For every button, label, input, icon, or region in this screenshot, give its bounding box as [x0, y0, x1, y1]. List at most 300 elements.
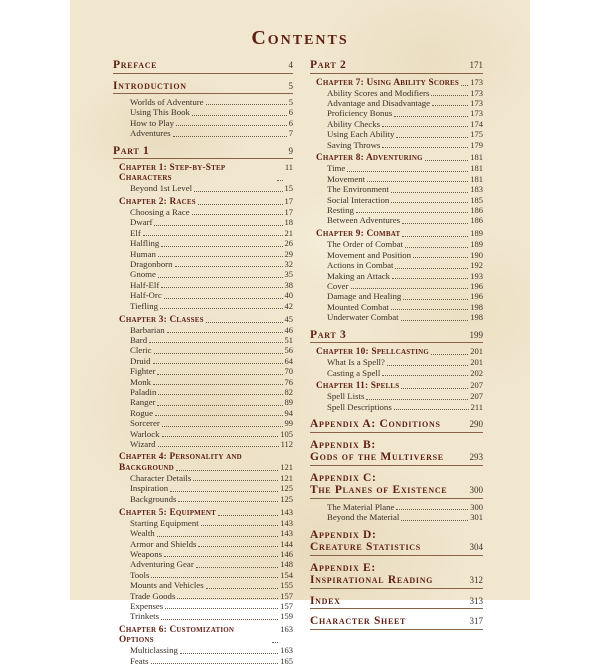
leader-dots	[192, 115, 287, 116]
entry-label: Movement	[327, 173, 366, 184]
toc-subentry	[327, 140, 483, 150]
page-number: 21	[284, 227, 293, 238]
leader-dots	[351, 288, 469, 289]
page-number: 40	[284, 290, 293, 301]
page-number: 196	[470, 281, 483, 291]
page-number: 35	[284, 269, 293, 280]
toc-chapter-heading	[316, 228, 483, 239]
entry-label: Expenses	[130, 600, 164, 611]
leader-dots	[154, 353, 283, 354]
page-number: 121	[280, 461, 293, 472]
entry-label: Damage and Healing	[327, 291, 402, 302]
leader-dots	[396, 509, 468, 510]
page-number: 189	[470, 239, 483, 250]
toc-subentry	[327, 129, 483, 139]
entry-label: Using Each Ability	[327, 129, 395, 140]
entry-label: Chapter 4: Personality and	[119, 451, 242, 462]
toc-subentry	[130, 559, 293, 569]
entry-label: Ability Scores and Modifiers	[327, 87, 430, 98]
leader-dots	[396, 137, 468, 138]
page-number: 9	[288, 145, 293, 156]
entry-label: The Order of Combat	[327, 239, 403, 250]
leader-dots	[394, 409, 469, 410]
entry-label: Advantage and Disadvantage	[327, 97, 431, 108]
entry-label: Ability Checks	[327, 118, 381, 129]
page-number: 163	[280, 624, 293, 635]
page-number: 146	[280, 548, 293, 559]
entry-label: Human	[130, 248, 156, 259]
entry-label: Part 3	[310, 328, 347, 341]
toc-subentry	[130, 97, 293, 107]
page-number: 125	[280, 483, 293, 494]
entry-label: Adventuring Gear	[130, 559, 194, 570]
toc-subentry	[327, 391, 483, 401]
leader-dots	[177, 598, 278, 599]
toc-subentry	[327, 184, 483, 194]
toc-chapter-heading	[119, 162, 293, 183]
toc-chapter-heading	[119, 196, 293, 207]
page-number: 7	[288, 128, 293, 139]
page-number: 99	[284, 418, 293, 429]
page-number: 198	[470, 301, 483, 312]
toc-subentry	[130, 387, 293, 397]
toc-subentry	[130, 439, 293, 449]
page-number: 185	[470, 194, 483, 205]
toc-chapter-heading	[316, 152, 483, 163]
page-number: 211	[470, 401, 483, 412]
leader-dots	[162, 426, 283, 427]
leader-dots	[158, 256, 283, 257]
leader-dots	[176, 470, 278, 471]
toc-subentry	[327, 368, 483, 378]
entry-label: Making an Attack	[327, 270, 391, 281]
toc-subentry	[130, 301, 293, 311]
toc-subentry	[327, 281, 483, 291]
page-number: 157	[280, 600, 293, 611]
toc-subentry	[130, 345, 293, 355]
entry-label: Tools	[130, 569, 150, 580]
page-number: 29	[284, 248, 293, 259]
entry-label: Casting a Spell	[327, 367, 381, 378]
leader-dots	[154, 225, 282, 226]
leader-dots	[347, 171, 468, 172]
page-number: 293	[469, 452, 483, 463]
page-number: 32	[284, 259, 293, 270]
entry-label: Social Interaction	[327, 194, 390, 205]
entry-label: Backgrounds	[130, 493, 177, 504]
entry-label: Index	[310, 594, 341, 607]
page-number: 64	[284, 355, 293, 366]
toc-subentry	[327, 402, 483, 412]
entry-label: Chapter 10: Spellcasting	[316, 347, 430, 358]
toc-subentry	[327, 357, 483, 367]
leader-dots	[158, 394, 282, 395]
toc-subentry	[130, 611, 293, 621]
page-number: 192	[470, 260, 483, 271]
toc-subentry	[130, 580, 293, 590]
page-number: 201	[470, 357, 483, 368]
leader-dots	[206, 104, 287, 105]
page-number: 6	[288, 117, 293, 128]
toc-subentry	[130, 549, 293, 559]
leader-dots	[161, 246, 282, 247]
entry-label: Dragonborn	[130, 259, 173, 270]
entry-label: Chapter 2: Races	[119, 197, 196, 208]
page-number: 5	[288, 80, 293, 91]
page-number: 304	[469, 542, 483, 553]
toc-subentry	[327, 291, 483, 301]
toc-subentry	[327, 119, 483, 129]
leader-dots	[413, 257, 468, 258]
entry-label: Chapter 3: Classes	[119, 314, 204, 325]
entry-label: Monk	[130, 376, 152, 387]
toc-subentry	[130, 356, 293, 366]
entry-label: Sorcerer	[130, 418, 160, 429]
entry-label: Wealth	[130, 528, 155, 539]
leader-dots	[431, 354, 468, 355]
toc-subentry	[327, 215, 483, 225]
page-number: 157	[280, 590, 293, 601]
leader-dots	[391, 309, 468, 310]
page-number: 6	[288, 107, 293, 118]
entry-label: What Is a Spell?	[327, 357, 385, 368]
leader-dots	[391, 202, 468, 203]
page-number: 174	[470, 118, 483, 129]
leader-dots	[382, 375, 468, 376]
entry-label: Barbarian	[130, 324, 165, 335]
leader-dots	[392, 278, 468, 279]
toc-column-left	[113, 59, 293, 666]
toc-chapter-heading	[119, 314, 293, 325]
leader-dots	[170, 491, 278, 492]
entry-label: Chapter 7: Using Ability Scores	[316, 77, 459, 88]
page-number: 290	[469, 419, 483, 430]
toc-chapter-heading	[119, 452, 293, 473]
entry-label: Introduction	[113, 79, 187, 92]
leader-dots	[277, 180, 283, 181]
toc-subentry	[327, 98, 483, 108]
leader-dots	[155, 415, 283, 416]
leader-dots	[153, 384, 282, 385]
leader-dots	[401, 320, 469, 321]
entry-label: Choosing a Race	[130, 207, 190, 218]
toc-part-heading	[310, 59, 483, 74]
entry-label: Spell Lists	[327, 391, 365, 402]
page-number: 207	[470, 380, 483, 391]
leader-dots	[425, 160, 469, 161]
leader-dots	[151, 577, 278, 578]
entry-label: Chapter 9: Combat	[316, 229, 401, 240]
page-number: 175	[470, 129, 483, 140]
page-number: 38	[284, 279, 293, 290]
page-number: 82	[284, 387, 293, 398]
entry-label: The Environment	[327, 184, 389, 195]
page-number: 144	[280, 538, 293, 549]
entry-label: Time	[327, 163, 346, 174]
page-number: 190	[470, 249, 483, 260]
leader-dots	[157, 405, 282, 406]
entry-label: Resting	[327, 205, 354, 216]
page-number: 171	[469, 60, 483, 70]
page-number: 312	[469, 575, 483, 586]
leader-dots	[157, 536, 279, 537]
leader-dots	[402, 223, 468, 224]
entry-label: Trinkets	[130, 611, 160, 622]
entry-label: Dwarf	[130, 217, 153, 228]
toc-subentry	[130, 408, 293, 418]
toc-subentry	[130, 249, 293, 259]
entry-label: Character Sheet	[310, 615, 407, 628]
toc-chapter-heading	[316, 380, 483, 391]
page-number: 5	[288, 97, 293, 107]
leader-dots	[401, 388, 468, 389]
page-number: 186	[470, 215, 483, 226]
page-number: 112	[280, 439, 293, 450]
leader-dots	[158, 277, 283, 278]
toc-subentry	[130, 238, 293, 248]
toc-subentry	[130, 601, 293, 611]
toc-subentry	[327, 302, 483, 312]
page-number: 165	[280, 655, 293, 666]
entry-label: Inspirational Reading	[310, 574, 434, 587]
toc-subentry	[130, 183, 293, 193]
toc-chapter-heading	[119, 507, 293, 518]
toc-subentry	[327, 108, 483, 118]
leader-dots	[432, 105, 468, 106]
entry-label: Paladin	[130, 387, 157, 398]
toc-part-heading	[310, 529, 483, 556]
page-number: 143	[280, 517, 293, 528]
leader-dots	[198, 204, 283, 205]
leader-dots	[180, 653, 278, 654]
leader-dots	[178, 501, 278, 502]
leader-dots	[167, 332, 283, 333]
page-number: 317	[469, 616, 483, 627]
entry-label: Tiefling	[130, 300, 159, 311]
entry-label: Gods of the Multiverse	[310, 451, 444, 464]
toc-subentry	[130, 591, 293, 601]
toc-subentry	[130, 335, 293, 345]
toc-subentry	[130, 429, 293, 439]
page-number: 159	[280, 611, 293, 622]
entry-label: Bard	[130, 335, 148, 345]
entry-label: Actions in Combat	[327, 260, 394, 271]
entry-label: Half-Elf	[130, 279, 160, 290]
page-number: 199	[469, 329, 483, 340]
toc-subentry	[130, 483, 293, 493]
page-number: 193	[470, 270, 483, 281]
page-number: 148	[280, 559, 293, 570]
toc-subentry	[327, 88, 483, 98]
entry-label: Chapter 8: Adventuring	[316, 153, 423, 164]
page-number: 301	[470, 512, 483, 523]
entry-label: Underwater Combat	[327, 312, 399, 323]
leader-dots	[394, 116, 468, 117]
page-number: 173	[470, 108, 483, 119]
toc-subentry	[130, 217, 293, 227]
toc-subentry	[327, 260, 483, 270]
page-number: 173	[470, 76, 483, 87]
leader-dots	[367, 181, 468, 182]
entry-label: Character Details	[130, 472, 192, 483]
leader-dots	[395, 268, 468, 269]
page-number: 201	[470, 346, 483, 357]
toc-part-heading	[310, 615, 483, 630]
entry-label: Elf	[130, 227, 141, 238]
entry-label: Adventures	[130, 128, 171, 139]
page-number: 181	[470, 173, 483, 184]
entry-label: Inspiration	[130, 483, 169, 494]
entry-label: Rogue	[130, 407, 153, 418]
entry-label: The Material Plane	[327, 501, 395, 512]
leader-dots	[175, 266, 283, 267]
toc-subentry	[327, 205, 483, 215]
page-number: 46	[284, 324, 293, 335]
toc-columns	[70, 59, 530, 666]
entry-label: Chapter 5: Equipment	[119, 507, 216, 518]
toc-subentry	[327, 271, 483, 281]
toc-subentry	[327, 239, 483, 249]
toc-subentry	[130, 290, 293, 300]
leader-dots	[161, 287, 282, 288]
entry-label: Wizard	[130, 439, 156, 450]
toc-subentry	[130, 473, 293, 483]
toc-part-heading	[113, 80, 293, 95]
page-number: 154	[280, 569, 293, 580]
leader-dots	[382, 126, 468, 127]
page-number: 173	[470, 87, 483, 98]
leader-dots	[157, 374, 282, 375]
page-number: 181	[470, 163, 483, 174]
leader-dots	[153, 363, 283, 364]
entry-label: Between Adventures	[327, 215, 401, 226]
entry-label: Chapter 6: Customization Options	[119, 625, 235, 646]
page-number: 196	[470, 291, 483, 302]
entry-label: The Planes of Existence	[310, 484, 448, 497]
toc-column-right	[310, 59, 483, 666]
entry-label: Spell Descriptions	[327, 401, 392, 412]
leader-dots	[218, 515, 278, 516]
page-number: 17	[284, 196, 293, 207]
leader-dots	[198, 546, 278, 547]
page-number: 4	[288, 60, 293, 70]
toc-subentry	[130, 280, 293, 290]
toc-subentry	[130, 259, 293, 269]
leader-dots	[194, 191, 282, 192]
leader-dots	[158, 446, 279, 447]
leader-dots	[401, 520, 468, 521]
entry-label: Part 1	[113, 144, 150, 157]
page-number: 198	[470, 312, 483, 323]
entry-label: Half-Orc	[130, 290, 162, 301]
toc-subentry	[327, 512, 483, 522]
page-number: 143	[280, 528, 293, 539]
entry-label: Creature Statistics	[310, 541, 421, 554]
page-number: 56	[284, 345, 293, 356]
toc-subentry	[130, 228, 293, 238]
toc-chapter-heading	[119, 624, 293, 645]
toc-subentry	[130, 269, 293, 279]
page-number: 94	[284, 407, 293, 418]
toc-subentry	[130, 539, 293, 549]
toc-chapter-heading	[316, 346, 483, 357]
leader-dots	[405, 247, 468, 248]
toc-subentry	[130, 397, 293, 407]
leader-dots	[206, 588, 279, 589]
page-number: 202	[470, 367, 483, 378]
page-number: 186	[470, 205, 483, 216]
leader-dots	[165, 608, 278, 609]
book-page	[70, 0, 530, 666]
toc-subentry	[130, 418, 293, 428]
leader-dots	[143, 235, 283, 236]
page-number: 121	[280, 472, 293, 483]
page-title: Contents	[251, 27, 349, 49]
entry-label: Using This Book	[130, 107, 190, 118]
page-number: 17	[284, 207, 293, 218]
page-number: 183	[470, 184, 483, 195]
leader-dots	[193, 480, 278, 481]
entry-label: Fighter	[130, 366, 156, 377]
entry-label: How to Play	[130, 117, 174, 128]
toc-part-heading	[310, 562, 483, 589]
page-number: 26	[284, 238, 293, 249]
toc-part-heading	[113, 59, 293, 74]
page-number: 179	[470, 139, 483, 150]
entry-label: Starting Equipment	[130, 517, 199, 528]
page-number: 300	[470, 501, 483, 512]
entry-label: Cover	[327, 281, 349, 291]
entry-label: Appendix A: Conditions	[310, 418, 441, 431]
entry-label: Beyond the Material	[327, 512, 400, 523]
entry-label: Preface	[113, 59, 158, 71]
leader-dots	[173, 136, 287, 137]
page-number: 313	[469, 595, 483, 606]
leader-dots	[192, 214, 283, 215]
toc-subentry	[130, 325, 293, 335]
page-number: 300	[469, 485, 483, 496]
entry-label: Ranger	[130, 397, 156, 408]
leader-dots	[206, 322, 283, 323]
entry-label: Gnome	[130, 269, 156, 280]
page-number: 15	[284, 183, 293, 194]
toc-subentry	[130, 570, 293, 580]
leader-dots	[162, 436, 279, 437]
page-number: 181	[470, 152, 483, 163]
leader-dots	[161, 619, 278, 620]
page-number: 207	[470, 391, 483, 402]
leader-dots	[387, 365, 468, 366]
page-number: 18	[284, 217, 293, 228]
page-number: 45	[284, 313, 293, 324]
toc-part-heading	[310, 329, 483, 344]
toc-part-heading	[310, 595, 483, 610]
page-number: 189	[470, 228, 483, 239]
entry-label: Feats	[130, 655, 149, 666]
toc-part-heading	[113, 145, 293, 160]
leader-dots	[160, 308, 282, 309]
toc-subentry	[130, 377, 293, 387]
entry-label: Warlock	[130, 428, 160, 439]
entry-label: Appendix E:	[310, 561, 376, 574]
entry-label: Appendix B:	[310, 438, 376, 451]
entry-label: Chapter 11: Spells	[316, 381, 400, 392]
leader-dots	[164, 556, 278, 557]
page-number: 42	[284, 300, 293, 311]
leader-dots	[196, 567, 278, 568]
leader-dots	[272, 642, 278, 643]
leader-dots	[461, 85, 468, 86]
